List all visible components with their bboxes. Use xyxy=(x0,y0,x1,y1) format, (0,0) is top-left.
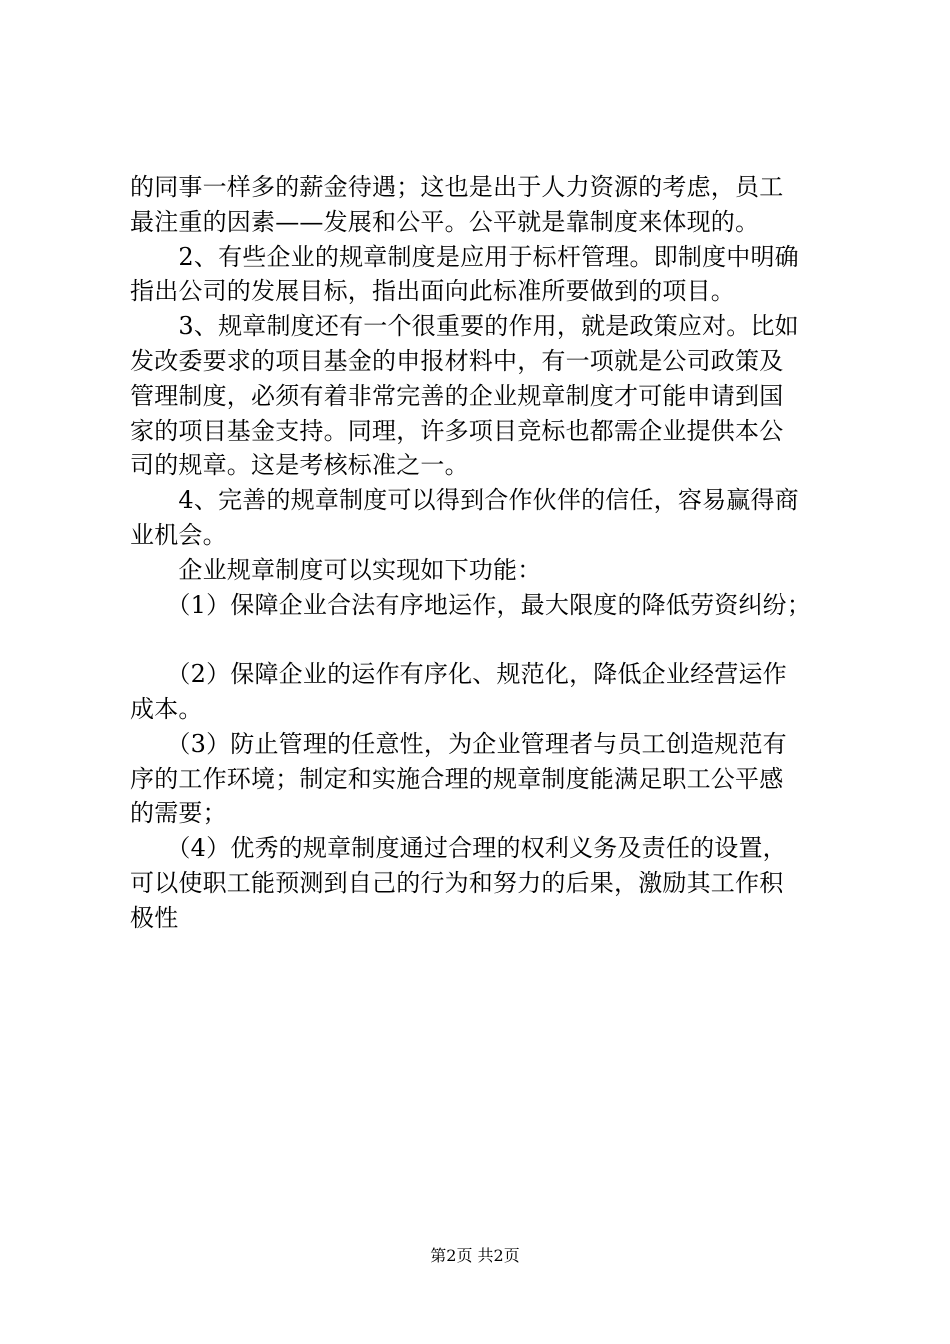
text-line: （2）保障企业的运作有序化、规范化，降低企业经营运作 xyxy=(130,660,787,689)
text-line: 3、规章制度还有一个很重要的作用，就是政策应对。比如 xyxy=(130,312,799,341)
text-line: 4、完善的规章制度可以得到合作伙伴的信任，容易赢得商 xyxy=(130,486,799,515)
text-line: 指出公司的发展目标，指出面向此标准所要做到的项目。 xyxy=(130,277,735,306)
text-line: 的同事一样多的薪金待遇；这也是出于人力资源的考虑，员工 xyxy=(130,173,784,201)
text-line: 司的规章。这是考核标准之一。 xyxy=(130,451,469,480)
text-line: 序的工作环境；制定和实施合理的规章制度能满足职工公平感 xyxy=(130,764,784,793)
text-line: 成本。 xyxy=(130,694,203,723)
text-line: 发改委要求的项目基金的申报材料中，有一项就是公司政策及 xyxy=(130,346,784,375)
text-line: 极性 xyxy=(130,903,179,932)
text-line: （3）防止管理的任意性，为企业管理者与员工创造规范有 xyxy=(130,729,787,758)
text-line: 企业规章制度可以实现如下功能： xyxy=(130,555,542,584)
text-line: 可以使职工能预测到自己的行为和努力的后果，激励其工作积 xyxy=(130,868,784,897)
text-line: 的需要； xyxy=(130,799,227,828)
text-line: （4）优秀的规章制度通过合理的权利义务及责任的设置， xyxy=(130,834,787,863)
text-line: 管理制度，必须有着非常完善的企业规章制度才可能申请到国 xyxy=(130,381,784,410)
text-line: （1）保障企业合法有序地运作，最大限度的降低劳资纠纷； xyxy=(130,590,812,619)
text-line: 业机会。 xyxy=(130,520,227,549)
text-line: 2、有些企业的规章制度是应用于标杆管理。即制度中明确 xyxy=(130,242,799,271)
text-line: 最注重的因素——发展和公平。公平就是靠制度来体现的。 xyxy=(130,207,760,236)
text-line: 家的项目基金支持。同理，许多项目竞标也都需企业提供本公 xyxy=(130,416,784,445)
blank-line xyxy=(130,622,850,657)
page-number: 第2页 共2页 xyxy=(430,1246,520,1265)
body-text xyxy=(130,170,850,936)
